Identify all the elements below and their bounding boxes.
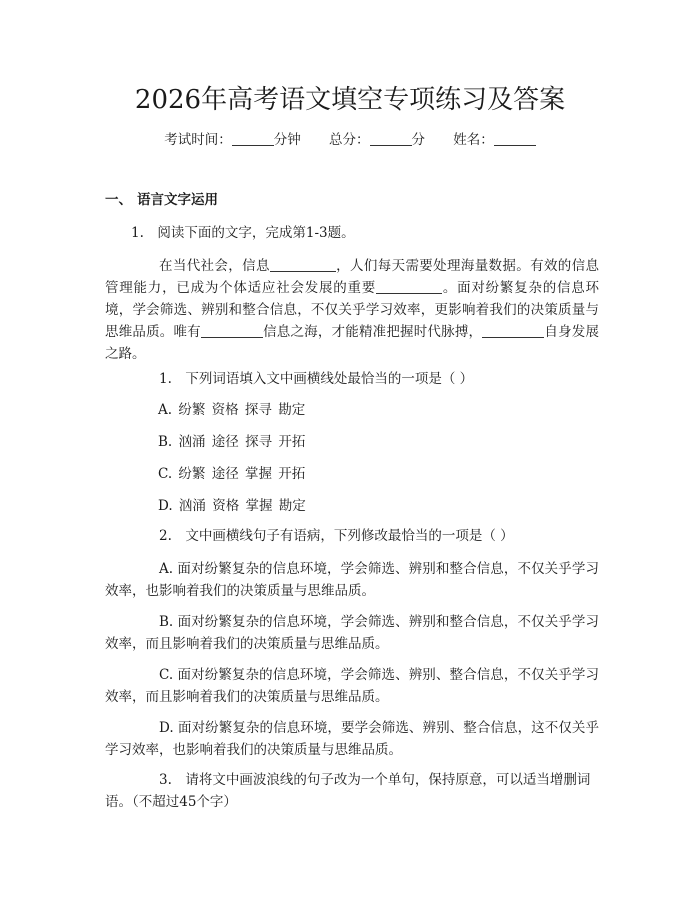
sub-question-3-stem: 3. 请将文中画波浪线的句子改为一个单句，保持原意，可以适当增删词语。（不超过45个字）	[105, 772, 591, 810]
name-blank	[494, 131, 536, 146]
passage-blank-3	[201, 323, 263, 338]
passage-part-3: 。面对纷繁复杂的信息环境，学会筛选、辨别和整合信息，不仅关乎学习效率，更影响着我们的决策质量与思维品质。唯有	[105, 280, 600, 340]
exam-time-unit: 分钟	[273, 132, 301, 148]
sub-question-1-option-c: C. 纷繁 途径 掌握 开拓	[158, 466, 306, 482]
sub-question-2-option-d: D. 面对纷繁复杂的信息环境，要学会筛选、辨别、整合信息，这不仅关乎学习效率，也影响着我们的决策质量与思维品质。	[105, 720, 599, 758]
passage-part-5: 自身发展之路。	[105, 324, 600, 362]
sub-question-1-option-b: B. 汹涌 途径 探寻 开拓	[158, 434, 306, 450]
sub-question-1-stem: 1. 下列词语填入文中画横线处最恰当的一项是（ ）	[159, 371, 474, 387]
exam-time-field	[164, 130, 301, 150]
sub-question-2-option-b: B. 面对纷繁复杂的信息环境，学会筛选、辨别和整合信息，不仅关乎学习效率，而且影响着我们的决策质量与思维品质。	[105, 614, 599, 652]
sub-question-2-option-a: A. 面对纷繁复杂的信息环境，学会筛选、辨别和整合信息，不仅关乎学习效率，也影响着我们的决策质量与思维品质。	[105, 561, 599, 599]
reading-passage	[105, 255, 599, 365]
total-score-field	[329, 130, 425, 150]
passage-part-1: 在当代社会，信息	[159, 258, 270, 274]
exam-time-label: 考试时间：	[164, 132, 232, 148]
passage-part-2: ，人们每天需要处理海量数据。有效的信息管理能力，已成为个体适应社会发展的重要	[105, 258, 600, 296]
name-label: 姓名：	[453, 132, 494, 148]
exam-time-blank	[232, 131, 274, 146]
sub-question-2-stem: 2. 文中画横线句子有语病，下列修改最恰当的一项是（ ）	[159, 528, 514, 544]
section-title: 语言文字运用	[137, 192, 218, 208]
section-number: 一、	[105, 192, 132, 208]
sub-question-1-option-a: A. 纷繁 资格 探寻 勘定	[158, 402, 306, 418]
sub-question-2-option-c: C. 面对纷繁复杂的信息环境，学会筛选、辨别、整合信息，不仅关乎学习效率，而且影响着我们的决策质量与思维品质。	[105, 667, 599, 705]
name-field	[453, 130, 536, 150]
question-intro: 1. 阅读下面的文字，完成第1-3题。	[131, 225, 355, 241]
sub-question-1-option-d: D. 汹涌 资格 掌握 勘定	[158, 498, 306, 514]
total-score-label: 总分：	[329, 132, 370, 148]
total-score-unit: 分	[411, 132, 425, 148]
passage-blank-1	[270, 257, 336, 272]
passage-blank-2	[376, 279, 442, 294]
passage-blank-4	[482, 323, 544, 338]
exam-meta	[0, 130, 700, 150]
section-heading	[105, 190, 218, 210]
passage-part-4: 信息之海，才能精准把握时代脉搏，	[262, 324, 483, 340]
total-score-blank	[370, 131, 412, 146]
page-title: 2026年高考语文填空专项练习及答案	[134, 85, 566, 115]
